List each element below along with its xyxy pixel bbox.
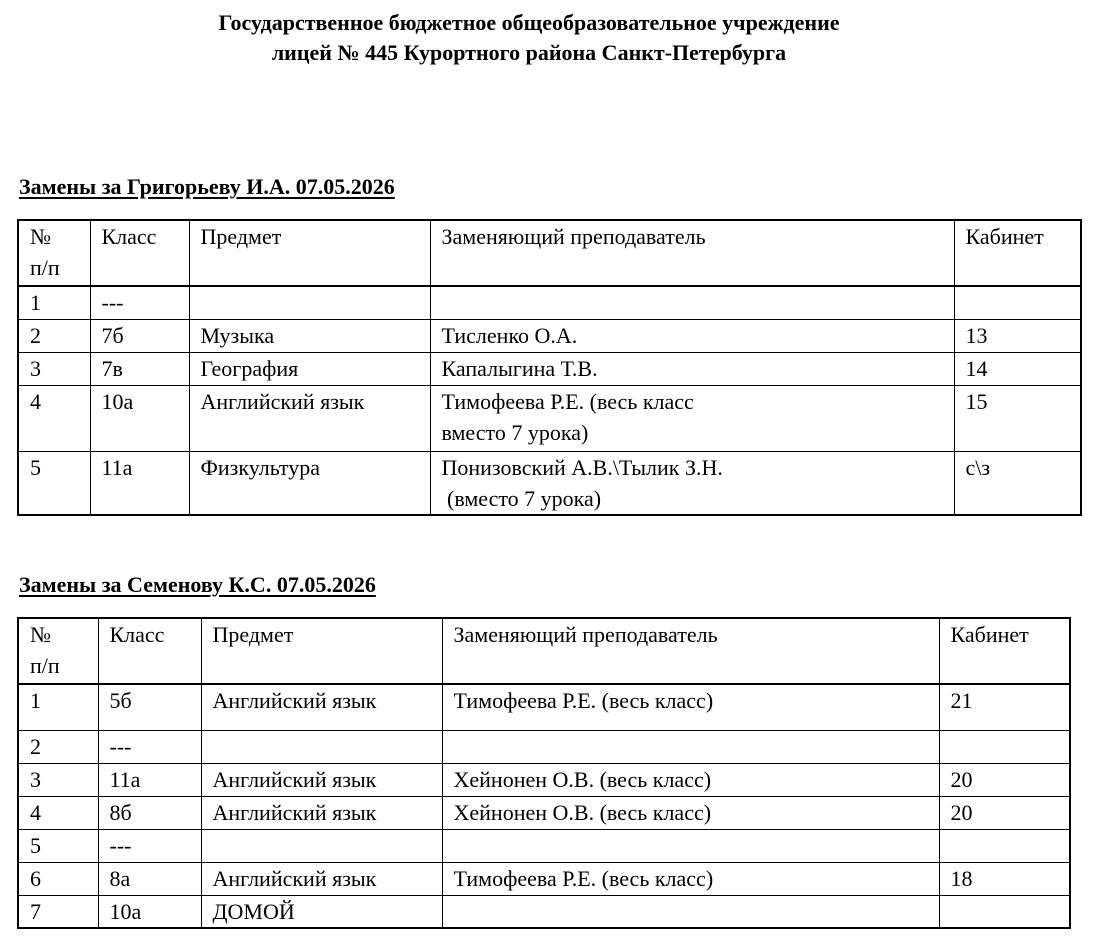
cell-room: [954, 286, 1081, 319]
cell-teacher-text: Капалыгина Т.В.: [441, 355, 598, 381]
cell-class: [98, 763, 201, 796]
cell-teacher: [442, 895, 939, 928]
cell-number: [18, 763, 98, 796]
cell-subject: [189, 319, 430, 352]
cell-subject-text: Английский язык: [200, 388, 365, 414]
column-header-class-text: Класс: [109, 622, 165, 647]
table-row: [18, 319, 1081, 352]
cell-class-text: ---: [109, 733, 132, 759]
school-name-line2: лицей № 445 Курортного района Санкт-Петербурга: [271, 40, 787, 65]
cell-room: [954, 385, 1081, 451]
cell-teacher: [442, 796, 939, 829]
school-name-line1: Государственное бюджетное общеобразовательное учреждение: [218, 10, 840, 35]
table-row: [18, 829, 1070, 862]
cell-teacher-text: Тимофеева Р.Е. (весь класс): [453, 865, 714, 891]
cell-number: [18, 895, 98, 928]
cell-subject: [189, 352, 430, 385]
cell-room: [939, 895, 1070, 928]
table-row: [18, 730, 1070, 763]
cell-class-text: 5б: [109, 688, 132, 713]
cell-number-text: 6: [30, 865, 41, 891]
cell-number-text: 1: [30, 290, 41, 315]
cell-class-text: ---: [109, 832, 132, 858]
cell-number-text: 4: [30, 799, 41, 825]
cell-class-text: 8б: [109, 799, 132, 825]
column-header-teacher: [430, 220, 954, 286]
column-header-subject-text: Предмет: [200, 224, 282, 249]
column-header-class-text: Класс: [101, 224, 157, 249]
cell-teacher: [442, 862, 939, 895]
cell-room: [939, 796, 1070, 829]
cell-number: [18, 286, 90, 319]
cell-room-text: 13: [965, 322, 988, 348]
substitutions-table-semenova: [17, 617, 1071, 929]
cell-subject: [201, 829, 442, 862]
cell-teacher: [442, 829, 939, 862]
cell-number: [18, 385, 90, 451]
cell-room: [954, 451, 1081, 515]
cell-class: [98, 730, 201, 763]
cell-subject-text: ДОМОЙ: [212, 898, 295, 924]
cell-number-text: 3: [30, 766, 41, 792]
section-title-semenova: Замены за Семенову К.С. 07.05.2026: [19, 572, 376, 597]
cell-room: [954, 319, 1081, 352]
column-header-subject: [189, 220, 430, 286]
table-row: [18, 385, 1081, 451]
cell-teacher: [442, 730, 939, 763]
cell-number: [18, 730, 98, 763]
cell-number-text: 7: [30, 898, 41, 924]
cell-subject-text: Физкультура: [200, 454, 321, 480]
column-header-room-text: Кабинет: [950, 622, 1029, 647]
column-header-subject: [201, 618, 442, 684]
column-header-subject-text: Предмет: [212, 622, 294, 647]
table-header-row: [18, 220, 1081, 286]
substitutions-table-grigorieva: [17, 219, 1082, 516]
column-header-teacher-text: Заменяющий преподаватель: [453, 622, 718, 647]
cell-teacher: [430, 319, 954, 352]
column-header-room-text: Кабинет: [965, 224, 1044, 249]
cell-number: [18, 684, 98, 730]
table-row: [18, 796, 1070, 829]
cell-class-text: 7б: [101, 322, 124, 348]
cell-room: [939, 862, 1070, 895]
cell-class-text: 11а: [101, 454, 133, 480]
cell-teacher: [430, 352, 954, 385]
cell-class-text: 10а: [109, 898, 142, 924]
cell-class-text: 10а: [101, 388, 134, 414]
cell-room-text: 14: [965, 355, 988, 381]
cell-number-text: 2: [30, 322, 41, 348]
cell-class-text: ---: [101, 290, 124, 315]
cell-class-text: 8а: [109, 865, 131, 891]
cell-room: [939, 684, 1070, 730]
column-header-number-text: № п/п: [30, 224, 60, 280]
cell-teacher: [430, 286, 954, 319]
column-header-class: [90, 220, 189, 286]
cell-class: [90, 385, 189, 451]
cell-subject-text: Английский язык: [212, 865, 377, 891]
section-title-grigorieva: Замены за Григорьеву И.А. 07.05.2026: [19, 174, 395, 199]
cell-room-text: 20: [950, 799, 973, 825]
cell-subject-text: Английский язык: [212, 799, 377, 825]
table-row: [18, 862, 1070, 895]
cell-room-text: 18: [950, 865, 973, 891]
school-header: [0, 8, 1058, 68]
cell-number-text: 5: [30, 454, 41, 480]
column-header-number: [18, 618, 98, 684]
table-header-row: [18, 618, 1070, 684]
cell-teacher-text: Тисленко О.А.: [441, 322, 578, 348]
cell-class: [90, 319, 189, 352]
cell-number-text: 5: [30, 832, 41, 858]
cell-number: [18, 319, 90, 352]
cell-class: [98, 796, 201, 829]
cell-teacher: [430, 451, 954, 515]
cell-subject-text: Английский язык: [212, 766, 377, 792]
cell-class: [98, 829, 201, 862]
cell-number: [18, 829, 98, 862]
column-header-room: [939, 618, 1070, 684]
cell-room: [939, 763, 1070, 796]
cell-teacher-text: Хейнонен О.В. (весь класс): [453, 799, 712, 825]
cell-number-text: 1: [30, 688, 41, 713]
cell-room-text: с\з: [965, 454, 991, 480]
cell-subject-text: Английский язык: [212, 688, 377, 713]
cell-subject: [201, 796, 442, 829]
cell-class: [98, 862, 201, 895]
table-row: [18, 352, 1081, 385]
cell-class-text: 11а: [109, 766, 141, 792]
cell-room-text: 15: [965, 388, 988, 414]
column-header-teacher: [442, 618, 939, 684]
column-header-class: [98, 618, 201, 684]
cell-room-text: 20: [950, 766, 973, 792]
cell-class: [90, 286, 189, 319]
cell-number-text: 2: [30, 733, 41, 759]
cell-class: [98, 684, 201, 730]
cell-subject: [201, 763, 442, 796]
cell-subject: [201, 730, 442, 763]
cell-subject: [201, 684, 442, 730]
cell-subject: [201, 862, 442, 895]
column-header-teacher-text: Заменяющий преподаватель: [441, 224, 706, 249]
cell-room-text: 21: [950, 688, 973, 713]
cell-class: [90, 451, 189, 515]
cell-room: [954, 352, 1081, 385]
cell-number-text: 3: [30, 355, 41, 381]
column-header-number-text: № п/п: [30, 622, 60, 678]
table-row: [18, 451, 1081, 515]
cell-subject-text: География: [200, 355, 299, 381]
cell-number-text: 4: [30, 388, 41, 414]
cell-subject: [189, 286, 430, 319]
cell-class-text: 7в: [101, 355, 123, 381]
cell-number: [18, 352, 90, 385]
table-row: [18, 763, 1070, 796]
cell-room: [939, 730, 1070, 763]
cell-number: [18, 862, 98, 895]
cell-teacher-text: Тимофеева Р.Е. (весь класс вместо 7 урока): [441, 388, 694, 445]
cell-subject-text: Музыка: [200, 322, 275, 348]
cell-teacher: [430, 385, 954, 451]
cell-number: [18, 451, 90, 515]
cell-subject: [201, 895, 442, 928]
cell-class: [98, 895, 201, 928]
column-header-room: [954, 220, 1081, 286]
cell-teacher: [442, 684, 939, 730]
table-row: [18, 286, 1081, 319]
cell-number: [18, 796, 98, 829]
table-row: [18, 895, 1070, 928]
cell-teacher-text: Тимофеева Р.Е. (весь класс): [453, 688, 714, 713]
cell-room: [939, 829, 1070, 862]
table-row: [18, 684, 1070, 730]
cell-subject: [189, 385, 430, 451]
cell-class: [90, 352, 189, 385]
column-header-number: [18, 220, 90, 286]
cell-teacher: [442, 763, 939, 796]
cell-teacher-text: Хейнонен О.В. (весь класс): [453, 766, 712, 792]
cell-subject: [189, 451, 430, 515]
cell-teacher-text: Понизовский А.В.\Тылик З.Н. (вместо 7 урока): [441, 454, 723, 511]
